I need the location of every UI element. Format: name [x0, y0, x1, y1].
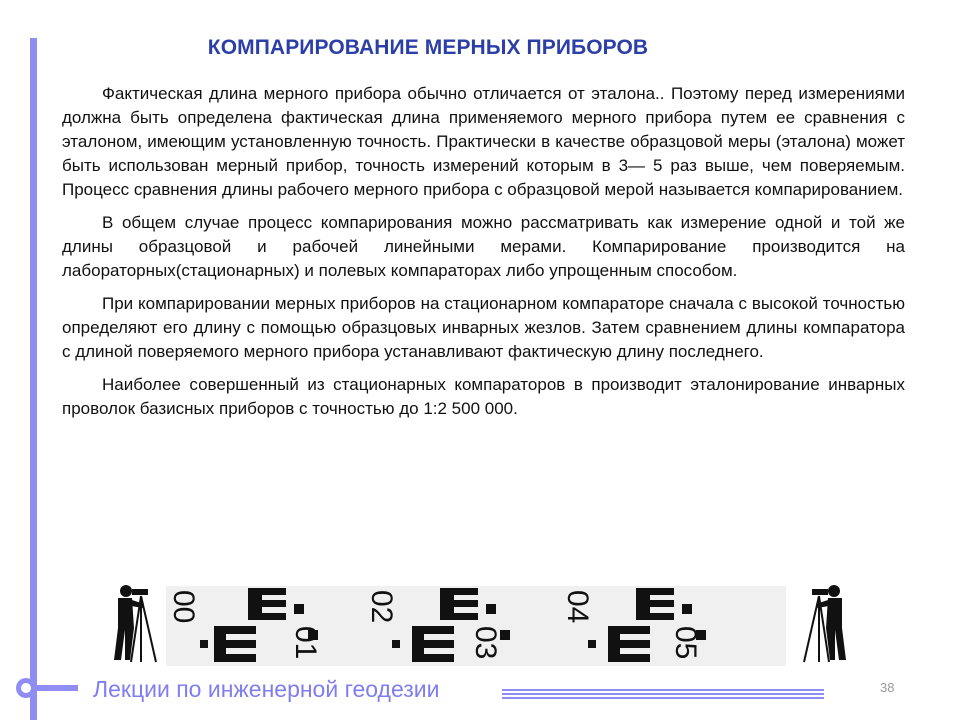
- staff-label-02: 02: [365, 590, 398, 624]
- footer-bullet-icon: [16, 678, 36, 698]
- surveyor-right-icon: [804, 585, 846, 662]
- paragraph-1: Фактическая длина мерного прибора обычно отличается от эталона.. Поэтому перед измерениями должна быть определена фактическая длина применяемого мерного прибора путем ее сравнения с эталоном, имеющим установленную точность. Практически в качестве образцовой меры (эталона) может быть использован мерный прибор, точность измерений которым в 3— 5 раз выше, чем поверяемым. Процесс сравнения длины рабочего мерного прибора с образцовой мерой называется компарированием.: [62, 84, 905, 199]
- paragraph-2: В общем случае процесс компарирования можно рассматривать как измерение одной и той же длины образцовой и рабочей линейными мерами. Компарирование производится на лабораторных(стационарных) и полевых компараторах либо упрощенным способом.: [62, 213, 905, 280]
- left-accent-bar: [30, 38, 37, 720]
- page-number: 38: [880, 680, 895, 695]
- staff-label-04: 04: [561, 590, 594, 624]
- leveling-staff: [166, 586, 786, 666]
- footer-striped-rule: [502, 689, 824, 699]
- slide-title: КОМПАРИРОВАНИЕ МЕРНЫХ ПРИБОРОВ: [207, 36, 649, 59]
- footer-title: Лекции по инженерной геодезии: [93, 676, 440, 702]
- surveyor-left-icon: [114, 585, 156, 662]
- paragraph-4: Наиболее совершенный из стационарных компараторов в производит эталонирование инварных проволок базисных приборов с точностью до 1:2 500 000.: [62, 375, 905, 418]
- staff-label-00: 00: [167, 590, 200, 624]
- staff-label-05: 05: [669, 626, 702, 660]
- staff-label-03: 03: [469, 626, 502, 660]
- paragraph-3: При компарировании мерных приборов на стационарном компараторе сначала с высокой точностью определяют его длину с помощью образцовых инварных жезлов. Затем сравнением длины компаратора с длиной поверяемого мерного прибора устанавливают фактическую длину последнего.: [62, 294, 905, 361]
- staff-label-01: 01: [289, 626, 322, 660]
- surveyor-staff-illustration: [100, 582, 860, 668]
- slide-body: [62, 82, 905, 430]
